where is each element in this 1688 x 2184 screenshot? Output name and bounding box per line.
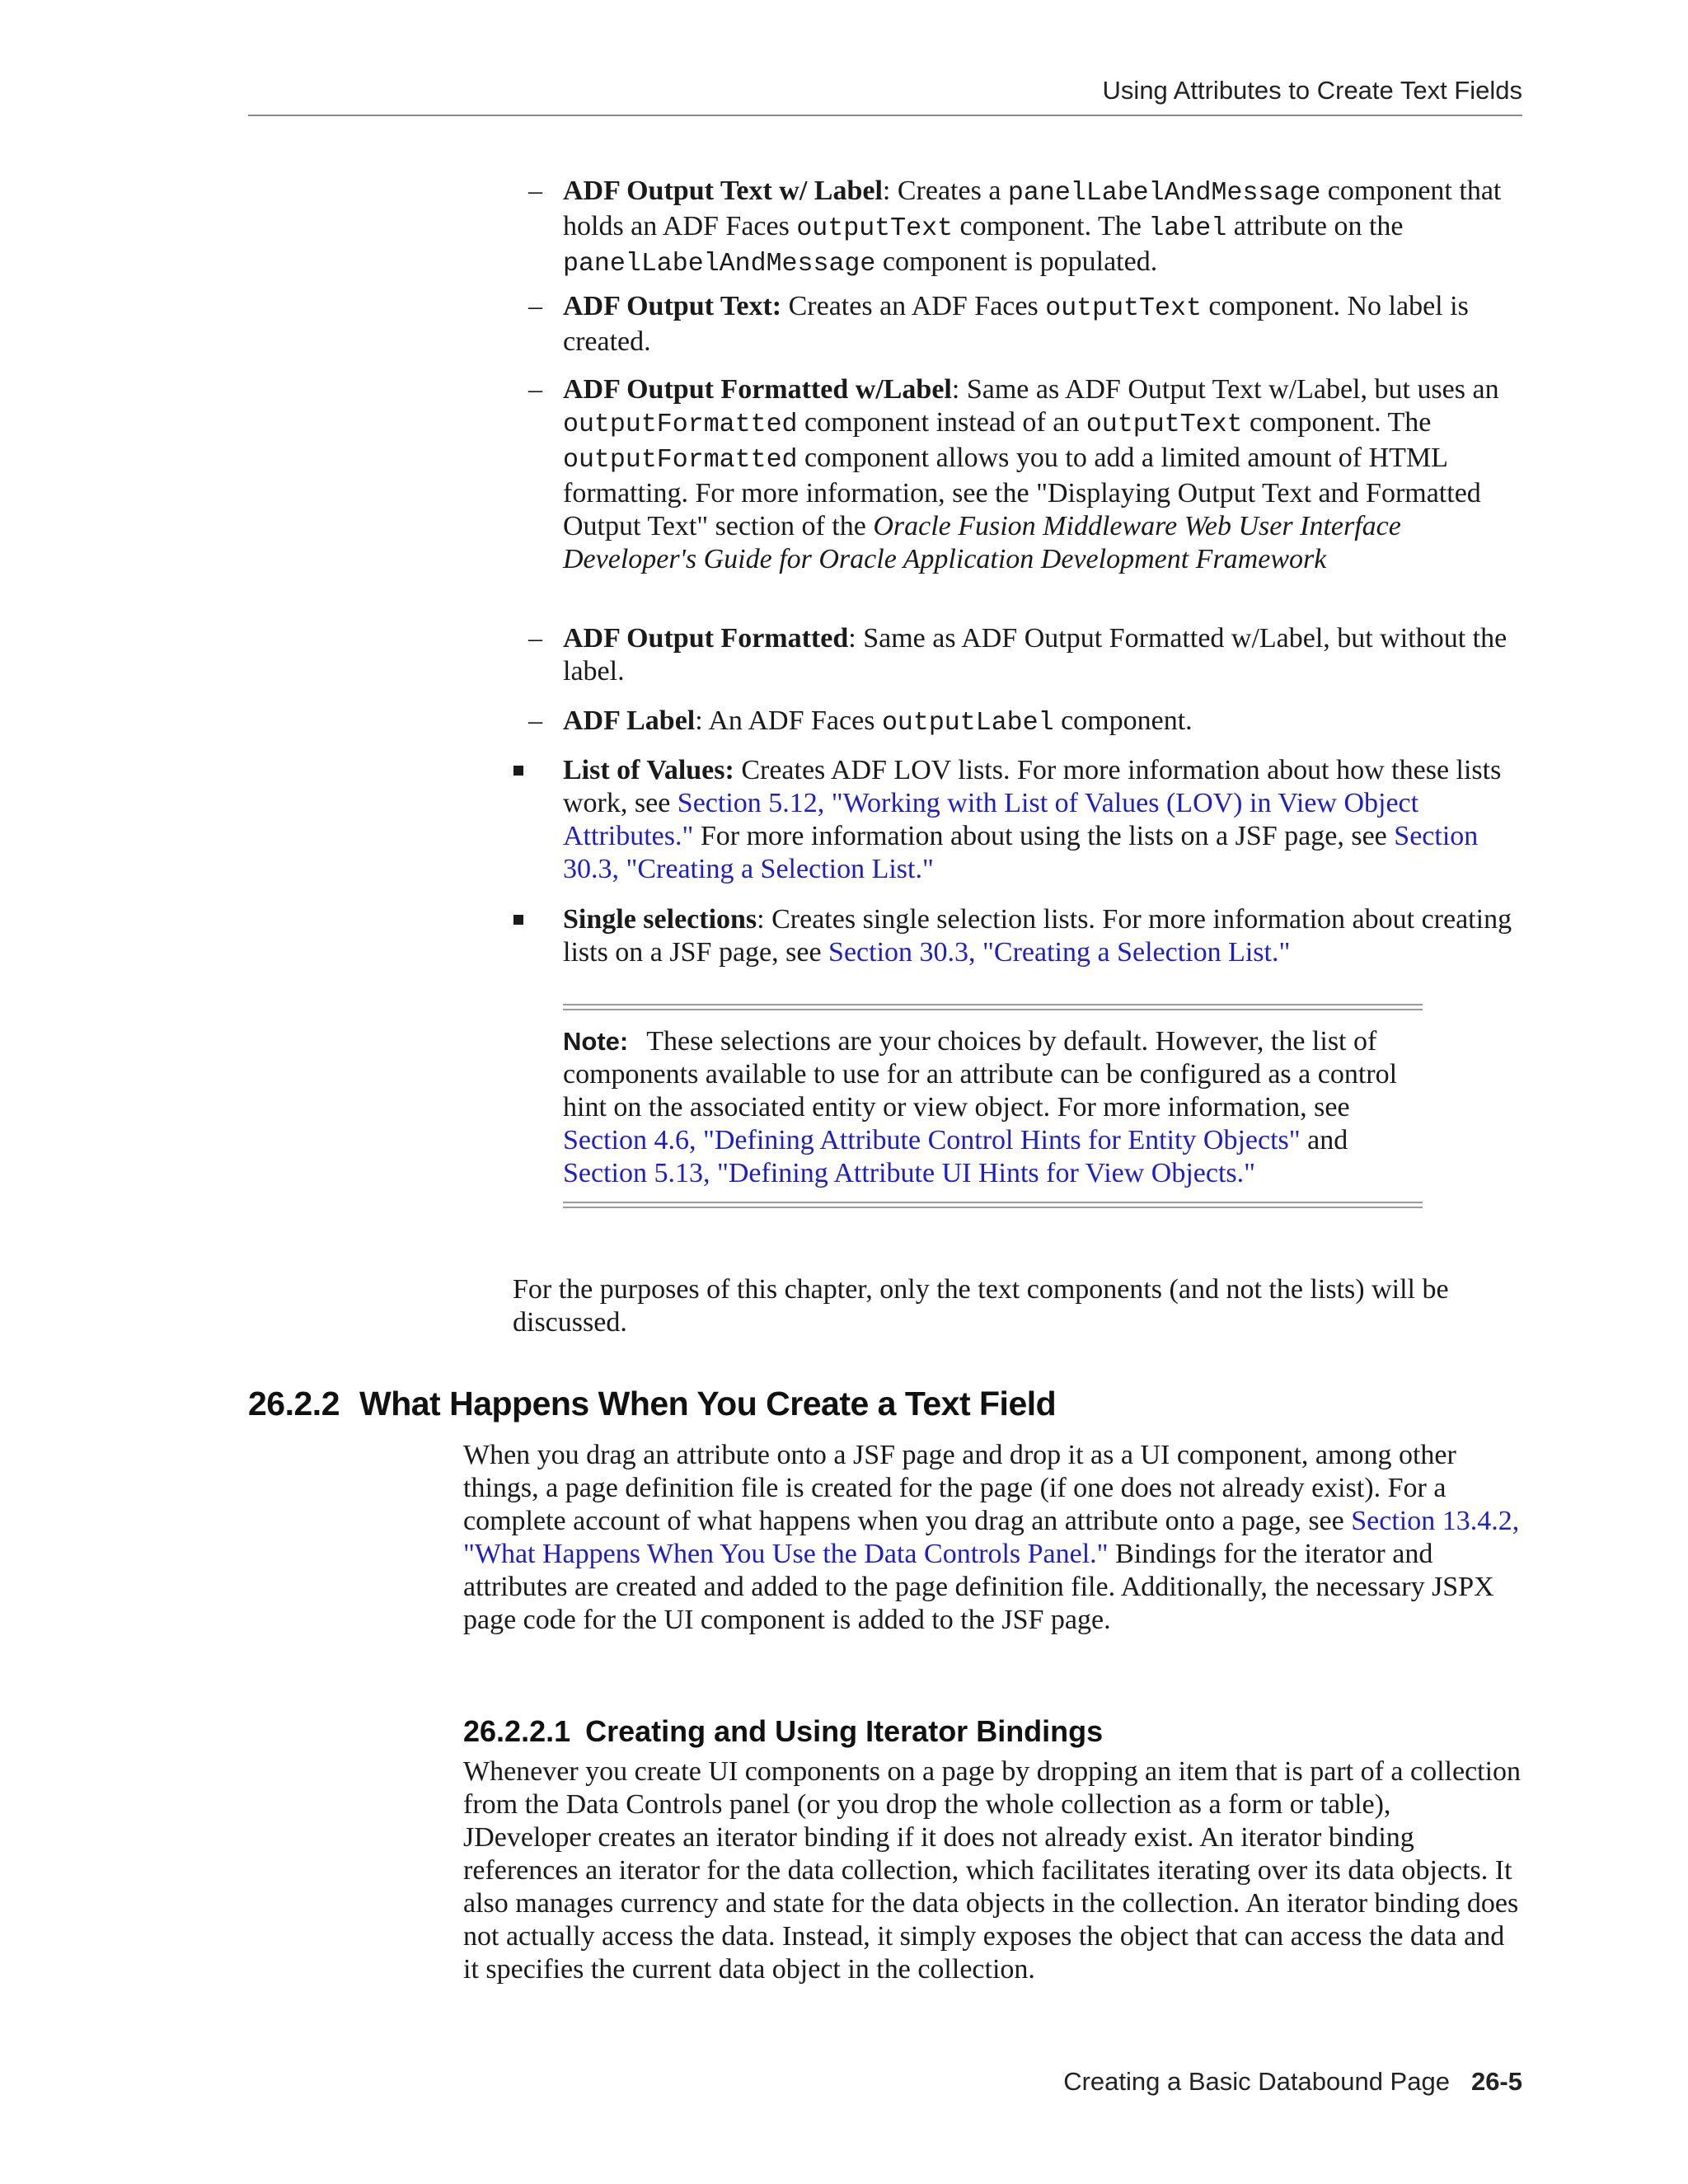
item-text: Creates an ADF Faces bbox=[781, 291, 1046, 321]
item-label: ADF Label bbox=[563, 705, 696, 736]
item-text: Creates ADF LOV lists. For more information about how these lists work, see bbox=[563, 755, 1502, 818]
book-title: Oracle Fusion Middleware Web User Interface Developer's Guide for Oracle Application Development Framework bbox=[563, 511, 1401, 574]
item-text: component. bbox=[1053, 705, 1193, 736]
section-title: What Happens When You Create a Text Field bbox=[359, 1385, 1057, 1422]
code-term: outputText bbox=[796, 214, 954, 243]
item-text: attribute on the bbox=[1226, 211, 1404, 241]
cross-reference-link[interactable]: Section 4.6, "Defining Attribute Control Hints for Entity Objects" bbox=[563, 1125, 1301, 1155]
item-text: : Same as ADF Output Text w/Label, but uses an bbox=[951, 374, 1499, 405]
item-label: ADF Output Text: bbox=[563, 291, 782, 321]
item-text: component that holds an ADF Faces bbox=[563, 176, 1502, 241]
item-text: : Same as ADF Output Formatted w/Label, but without the label. bbox=[563, 623, 1507, 687]
note-text: These selections are your choices by default. However, the list of components available to use for an attribute can be configured as a control hint on the associated entity or view object. For more information, see bbox=[563, 1026, 1398, 1122]
section-heading bbox=[248, 1385, 1056, 1423]
paragraph-text: When you drag an attribute onto a JSF page and drop it as a UI component, among other things, a page definition file is created for the page (if one does not already exist). For a complete account of what happens when you drag an attribute onto a page, see bbox=[463, 1440, 1456, 1536]
header-rule bbox=[248, 115, 1522, 116]
code-term: outputFormatted bbox=[563, 410, 798, 439]
page-footer bbox=[1063, 2067, 1522, 2097]
item-text: : Creates a bbox=[882, 176, 1008, 206]
paragraph-text: Bindings for the iterator and attributes are created and added to the page definition file. Additionally, the necessary JSPX page code for the UI component is added to the JSF page. bbox=[463, 1539, 1494, 1635]
dash-item-output-formatted-label bbox=[528, 373, 1523, 576]
square-bullet-icon bbox=[513, 766, 523, 776]
item-text: For more information about using the lists on a JSF page, see bbox=[693, 821, 1395, 851]
code-term: outputLabel bbox=[881, 709, 1054, 738]
dash-marker: – bbox=[528, 705, 542, 736]
page-number: 26-5 bbox=[1470, 2067, 1522, 2096]
cross-reference-link[interactable]: Section 13.4.2, "What Happens When You Use the Data Controls Panel." bbox=[463, 1506, 1520, 1569]
dash-item-output-text-label bbox=[528, 175, 1523, 281]
item-label: ADF Output Formatted w/Label bbox=[563, 374, 952, 405]
subsection-title: Creating and Using Iterator Bindings bbox=[585, 1714, 1104, 1748]
square-bullet-icon bbox=[513, 915, 523, 925]
cross-reference-link[interactable]: Section 5.13, "Defining Attribute UI Hints for View Objects." bbox=[563, 1158, 1256, 1188]
subsection-paragraph: Whenever you create UI components on a page by dropping an item that is part of a collection from the Data Controls panel (or you drop the whole collection as a form or table), JDeveloper creates an iterator binding if it does not already exist. An iterator binding references an iterator for the data collection, which facilitates iterating over its data objects. It also manages currency and state for the data objects in the collection. An iterator binding does not actually access the data. Instead, it simply exposes the object that can access the data and it specifies the current data object in the collection. bbox=[463, 1756, 1522, 1985]
item-text: component. The bbox=[953, 211, 1149, 241]
item-text: : Creates single selection lists. For more information about creating lists on a JSF page, see bbox=[563, 904, 1512, 968]
bullet-single-selections bbox=[563, 903, 1523, 969]
code-term: outputText bbox=[1045, 294, 1202, 323]
code-term: outputFormatted bbox=[563, 446, 798, 475]
running-header: Using Attributes to Create Text Fields bbox=[1102, 76, 1522, 105]
section-number: 26.2.2 bbox=[248, 1385, 340, 1422]
item-label: List of Values: bbox=[563, 755, 734, 785]
item-text: : An ADF Faces bbox=[695, 705, 882, 736]
code-term: outputText bbox=[1085, 410, 1243, 439]
dash-item-output-text bbox=[528, 290, 1523, 359]
section-paragraph bbox=[463, 1439, 1523, 1637]
code-term: label bbox=[1148, 214, 1227, 243]
note-content bbox=[563, 1025, 1423, 1190]
item-text: component instead of an bbox=[797, 407, 1086, 438]
dash-marker: – bbox=[528, 623, 542, 654]
bullet-list-of-values bbox=[563, 754, 1523, 886]
cross-reference-link[interactable]: Section 5.12, "Working with List of Values (LOV) in View Object Attributes." bbox=[563, 788, 1419, 851]
note-bottom-rule bbox=[563, 1202, 1423, 1208]
dash-item-output-formatted bbox=[528, 622, 1523, 688]
note-label: Note: bbox=[563, 1027, 629, 1056]
code-term: panelLabelAndMessage bbox=[563, 250, 876, 279]
dash-marker: – bbox=[528, 374, 542, 405]
dash-marker: – bbox=[528, 176, 542, 206]
note-top-rule bbox=[563, 1004, 1423, 1010]
item-text: component is populated. bbox=[875, 246, 1158, 277]
subsection-heading bbox=[463, 1714, 1103, 1749]
subsection-number: 26.2.2.1 bbox=[463, 1714, 571, 1748]
purpose-paragraph: For the purposes of this chapter, only the text components (and not the lists) will be discussed. bbox=[513, 1274, 1449, 1338]
item-text: component. No label is created. bbox=[563, 291, 1469, 357]
code-term: panelLabelAndMessage bbox=[1007, 179, 1321, 208]
item-label: Single selections bbox=[563, 904, 757, 935]
footer-title: Creating a Basic Databound Page bbox=[1063, 2067, 1450, 2096]
item-text: component allows you to add a limited amount of HTML formatting. For more information, see the "Displaying Output Text and Formatted Output Text" section of the bbox=[563, 443, 1481, 541]
item-text: component. The bbox=[1242, 407, 1432, 438]
item-label: ADF Output Text w/ Label bbox=[563, 176, 883, 206]
cross-reference-link[interactable]: Section 30.3, "Creating a Selection List." bbox=[563, 821, 1479, 884]
dash-item-adf-label bbox=[528, 705, 1523, 740]
item-label: ADF Output Formatted bbox=[563, 623, 849, 654]
cross-reference-link[interactable]: Section 30.3, "Creating a Selection List." bbox=[828, 937, 1291, 968]
note-text: and bbox=[1300, 1125, 1348, 1155]
note-box bbox=[563, 1004, 1423, 1208]
dash-marker: – bbox=[528, 291, 542, 321]
